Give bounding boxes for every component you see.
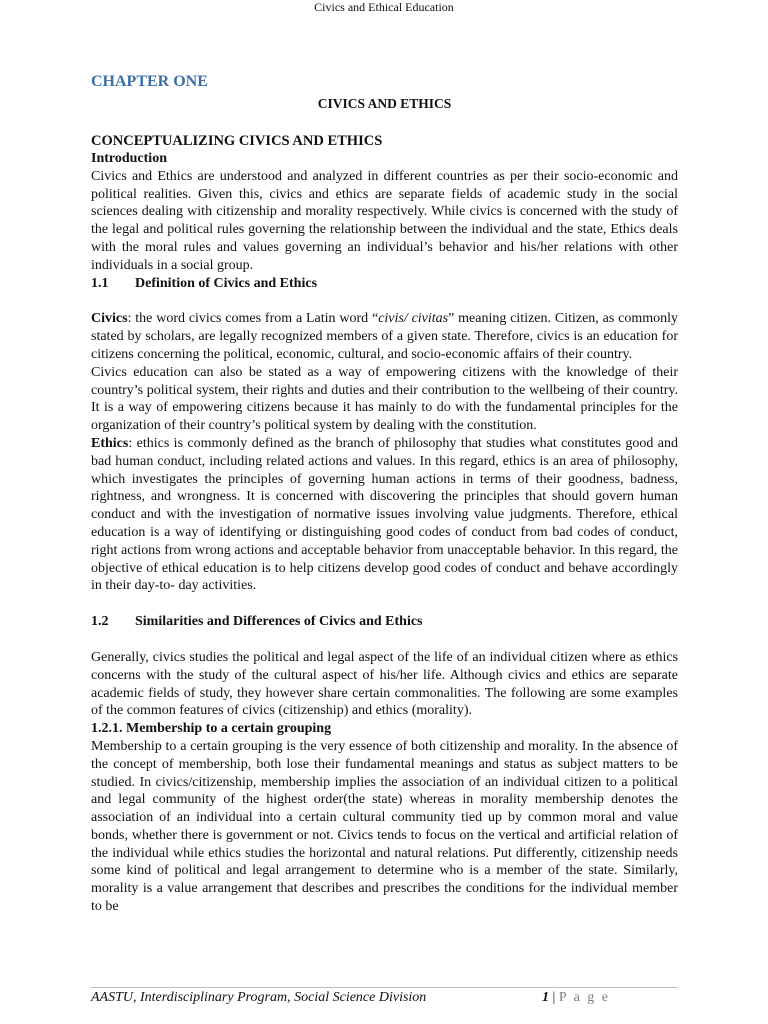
section-1-2-title: Similarities and Differences of Civics and Ethics (135, 614, 423, 630)
civics-education-paragraph: Civics education can also be stated as a way of empowering citizens with the knowledge of their country’s political system, their rights and duties and their contribution to the wellbeing of their country. It is a way of empowering citizens because it has mainly to do with the fundamental principles for the organization of their country’s political system by dealing with the constitution. (91, 364, 678, 434)
civics-text-a: : the word civics comes from a Latin word “ (127, 311, 379, 327)
chapter-label: CHAPTER ONE (91, 73, 208, 90)
similarities-paragraph: Generally, civics studies the political and legal aspect of the life of an individual citizen where as ethics concerns with the study of the cultural aspect of his/her life. Although civics and ethics are separate academic fields of study, they however share certain commonalities. The following are some examples of the common features of civics (citizenship) and ethics (morality). (91, 649, 678, 719)
chapter-title: CIVICS AND ETHICS (317, 96, 452, 111)
section-1-2-heading (91, 613, 678, 631)
civics-text-b: ” meaning citizen. Citizen, as commonly stated by scholars, are legally recognized members of a given state. Therefore, civics is an education for citizens concerning the political, economic, cultural, and socio-economic affairs of their country. (91, 311, 678, 362)
footer-institution: AASTU, Interdisciplinary Program, Social Science Division (91, 990, 427, 1005)
section-1-2-number: 1.2 (91, 614, 109, 630)
civics-term: Civics (91, 311, 128, 327)
membership-paragraph: Membership to a certain grouping is the very essence of both citizenship and morality. In the absence of the concept of membership, both lose their fundamental meanings and status as subject matters to be studied. In civics/citizenship, membership implies the association of an individual citizen to a political and legal community of the highest order(the state) whereas in morality membership denotes the association of an individual into a certain cultural community tied up by common moral and value bonds, whether there is government or not. Civics tends to focus on the vertical and artificial relation of the individual while ethics studies the horizontal and natural relations. Put differently, citizenship needs some kind of political and legal arrangement to determine who is a member of the state. Similarly, morality is a value arrangement that describes and prescribes the conditions for the individual member to be (91, 738, 678, 915)
footer-page-indicator (542, 990, 610, 1006)
civics-latin-term: civis/ civitas (378, 311, 449, 327)
ethics-definition-paragraph (91, 435, 678, 595)
page-word: P a g e (558, 990, 611, 1005)
page-footer (91, 987, 678, 1005)
running-header: Civics and Ethical Education (314, 0, 454, 14)
page-content (91, 71, 678, 916)
page-number: 1 (542, 990, 549, 1005)
civics-definition-paragraph (91, 310, 678, 363)
section-1-1-number: 1.1 (91, 275, 109, 291)
section-1-1-title: Definition of Civics and Ethics (135, 275, 318, 291)
introduction-paragraph: Civics and Ethics are understood and analyzed in different countries as per their socio-economic and political realities. Given this, civics and ethics are separate fields of academic study in the social sciences dealing with citizenship and morality respectively. While civics is concerned with the study of the legal and political rules governing the relationship between the individual and the state, Ethics deals with the moral rules and values governing an individual’s behavior and his/her relations with other individuals in a social group. (91, 168, 678, 273)
section-1-2-1-heading: 1.2.1. Membership to a certain grouping (91, 721, 332, 737)
page-separator: | (549, 990, 559, 1005)
introduction-heading: Introduction (91, 151, 167, 166)
section-1-1-heading (91, 275, 678, 293)
ethics-term: Ethics (91, 435, 129, 451)
ethics-text: : ethics is commonly defined as the branch of philosophy that studies what constitutes good and bad human conduct, including related actions and values. In this regard, ethics is an area of philosophy, which investigates the principles of governing human actions in terms of their goodness, badness, rightness, and wrongness. It is concerned with discovering the principles that should govern human conduct and with the investigation of normative issues involving value judgments. Therefore, ethical education is a way of identifying or distinguishing good codes of conduct from bad codes of conduct, right actions from wrong actions and acceptable behavior from unacceptable behavior. In this regard, the objective of ethical education is to help citizens develop good codes of conduct and behave accordingly in their day-to- day activities. (91, 435, 678, 594)
section-heading: CONCEPTUALIZING CIVICS AND ETHICS (91, 133, 383, 149)
